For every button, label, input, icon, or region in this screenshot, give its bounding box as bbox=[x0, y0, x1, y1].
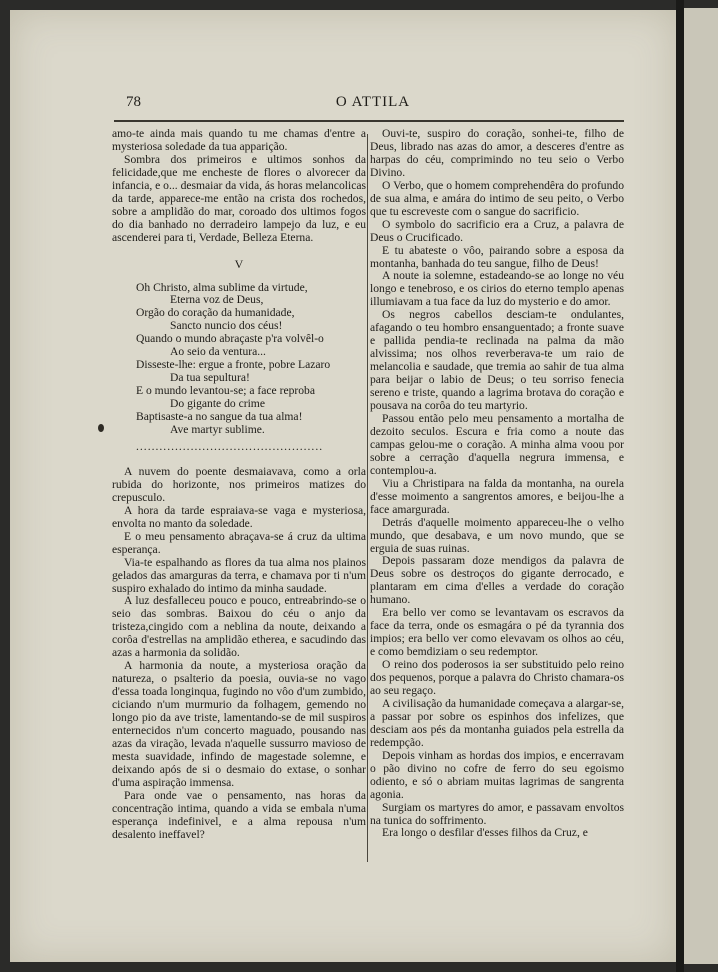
poem-line: Sancto nuncio dos céus! bbox=[170, 319, 283, 333]
right-column bbox=[370, 128, 624, 840]
poem-line: E o mundo levantou-se; a face reproba bbox=[136, 384, 315, 398]
paragraph: O Verbo, que o homem comprehendêra do profundo de sua alma, e amára do intimo de seu peito, o Verbo que tu escreveste com o sangue do sacrificio. bbox=[370, 178, 624, 218]
paragraph: Era longo o desfilar d'esses filhos da Cruz, e bbox=[382, 826, 588, 840]
ink-blot bbox=[98, 424, 104, 432]
poem-line: Eterna voz de Deus, bbox=[170, 293, 264, 307]
dotted-separator: ................................................ bbox=[136, 440, 324, 453]
running-title: O ATTILA bbox=[335, 94, 411, 110]
poem-line: Da tua sepultura! bbox=[170, 371, 250, 385]
paragraph: A harmonia da noute, a mysteriosa oração da natureza, o psalterio da poesia, ouvia-se no vago d'essa toada longinqua, fugindo no vôo d'um zumbido, ciciando n'um murmurio da folhagem, gemendo no longo pio da ave triste, lamentando-se de mil suspiros enternecidos n'um concerto maguado, pousando nas azas da viração, levada n'aquelle sussurro mavioso de mesta suavidade, infindo de magestade solemne, e deixando após de si o desmaio do extase, o sonhar d'uma aspiração immensa. bbox=[112, 659, 366, 789]
page-number: 78 bbox=[126, 94, 141, 110]
paragraph: Ouvi-te, suspiro do coração, sonhei-te, filho de Deus, librado nas azas do amor, a desceres d'entre as harpas do céu, comprimindo no teu seio o Verbo Divino. bbox=[370, 127, 624, 179]
paragraph: Sombra dos primeiros e ultimos sonhos da felicidade,que me encheste de flores o alvorecer da infancia, e o... desmaiar da vida, ás horas melancolicas da tarde, apparece-me então na crista dos rochedos, sobre a amplidão do mar, coroado dos ultimos fogos do dia banhado no derradeiro lampejo da luz, e eu ascenderei para ti, Verdade, Belleza Eterna. bbox=[112, 152, 366, 244]
paragraph: Para onde vae o pensamento, nas horas da concentração intima, quando a vida se embala n'uma esperança indefinivel, e a alma repousa n'um desalento ineffavel? bbox=[112, 788, 366, 841]
paragraph: Viu a Christipara na falda da montanha, na ourela d'esse moimento a sangrentos amores, e beijou-lhe a face amargurada. bbox=[370, 476, 624, 516]
paragraph: Depois vinham as hordas dos impios, e encerravam o pão divino no cofre de ferro do seu egoismo odiento, e só o abriam muitas lagrimas de sangrenta agonia. bbox=[370, 748, 624, 801]
paragraph: O symbolo do sacrificio era a Cruz, a palavra de Deus o Crucificado. bbox=[370, 217, 624, 244]
paragraph: Detrás d'aquelle moimento appareceu-lhe o velho mundo, que desabava, e um novo mundo, que se erguia de suas ruinas. bbox=[370, 515, 624, 555]
poem-line: Do gigante do crime bbox=[170, 397, 265, 411]
poem-line: Ave martyr sublime. bbox=[170, 423, 265, 437]
poem-line: Disseste-lhe: ergue a fronte, pobre Lazaro bbox=[136, 358, 331, 372]
paragraph: Passou então pelo meu pensamento a mortalha de dezoito seculos. Escura e fria como a noute das campas gelou-me o coração. A minha alma voou por sobre a cerração d'aquella negrura immensa, e contemplou-a. bbox=[370, 411, 624, 477]
paragraph: amo-te ainda mais quando tu me chamas d'entre a mysteriosa soledade da tua apparição. bbox=[112, 127, 366, 153]
page-header bbox=[118, 88, 638, 112]
paragraph: A nuvem do poente desmaiavava, como a orla rubida do horizonte, nos primeiros matizes do crepusculo. bbox=[112, 464, 366, 504]
paragraph: Os negros cabellos desciam-te ondulantes, afagando o teu hombro ensanguentado; a fronte suave e pallida pendia-te reclinada na palma da mão alvissima; nos olhos reverberava-te um raio de melancolia e saudade, que tremia ao sahir de tua alma para beijar o labio de Deus; o teu sorriso fenecia sereno e triste, quando a lagrima brotava do coração e pousava na corôa do teu martyrio. bbox=[370, 308, 624, 413]
paragraph: A noute ia solemne, estadeando-se ao longe no véu longo e tenebroso, e os cirios do eterno templo apenas illumiavam a tua face da luz do mysterio e do amor. bbox=[370, 269, 624, 309]
poem-line: Oh Christo, alma sublime da virtude, bbox=[136, 280, 308, 294]
header-rule bbox=[114, 120, 624, 122]
paragraph: Via-te espalhando as flores da tua alma nos plainos gelados das amarguras da terra, e chamava por ti n'um suspiro exhalado do intimo da minha saudade. bbox=[112, 555, 366, 595]
book-gutter bbox=[676, 0, 684, 972]
paragraph: O reino dos poderosos ia ser substituido pelo reino dos pequenos, porque a palavra do Christo chamara-os ao seu regaço. bbox=[370, 658, 624, 697]
poem-line: Baptisaste-a no sangue da tua alma! bbox=[136, 410, 303, 424]
poem-line: Ao seio da ventura... bbox=[170, 345, 266, 359]
section-number: V bbox=[234, 256, 244, 271]
paragraph: Depois passaram doze mendigos da palavra de Deus sobre os destroços do gigante derrocado, e plantaram em cima d'elles a verdade do coração humano. bbox=[370, 554, 624, 607]
poem-line: Quando o mundo abraçaste p'ra volvêl-o bbox=[136, 332, 324, 346]
column-divider bbox=[367, 134, 368, 862]
poem bbox=[112, 282, 366, 437]
paragraph: A hora da tarde espraiava-se vaga e mysteriosa, envolta no manto da soledade. bbox=[112, 503, 366, 530]
paragraph: A luz desfalleceu pouco e pouco, entreabrindo-se o seio das sombras. Baixou do céu o anjo da tristeza,cingido com a neblina da noute, deixando a corôa d'estrellas na amplidão etherea, e sacudindo das azas a harmonia da solidão. bbox=[112, 594, 366, 660]
paragraph: Surgiam os martyres do amor, e passavam envoltos na tunica do soffrimento. bbox=[370, 800, 624, 827]
facing-page-edge bbox=[684, 8, 718, 964]
poem-line: Orgão do coração da humanidade, bbox=[136, 306, 295, 320]
paragraph: E tu abateste o vôo, pairando sobre a esposa da montanha, banhada do teu sangue, filho de Deus! bbox=[370, 243, 624, 270]
paragraph: Era bello ver como se levantavam os escravos da face da terra, onde os esmagára o pé da tyrannia dos impios; era bello ver como elevavam os olhos ao céu, e como bemdiziam o seu redemptor. bbox=[370, 606, 624, 659]
paragraph: A civilisação da humanidade começava a alargar-se, a passar por sobre os espinhos dos infelizes, que desciam aos pés da montanha guiados pela estrella da redempção. bbox=[370, 696, 624, 749]
paragraph: E o meu pensamento abraçava-se á cruz da ultima esperança. bbox=[112, 529, 366, 556]
left-column bbox=[112, 128, 366, 842]
